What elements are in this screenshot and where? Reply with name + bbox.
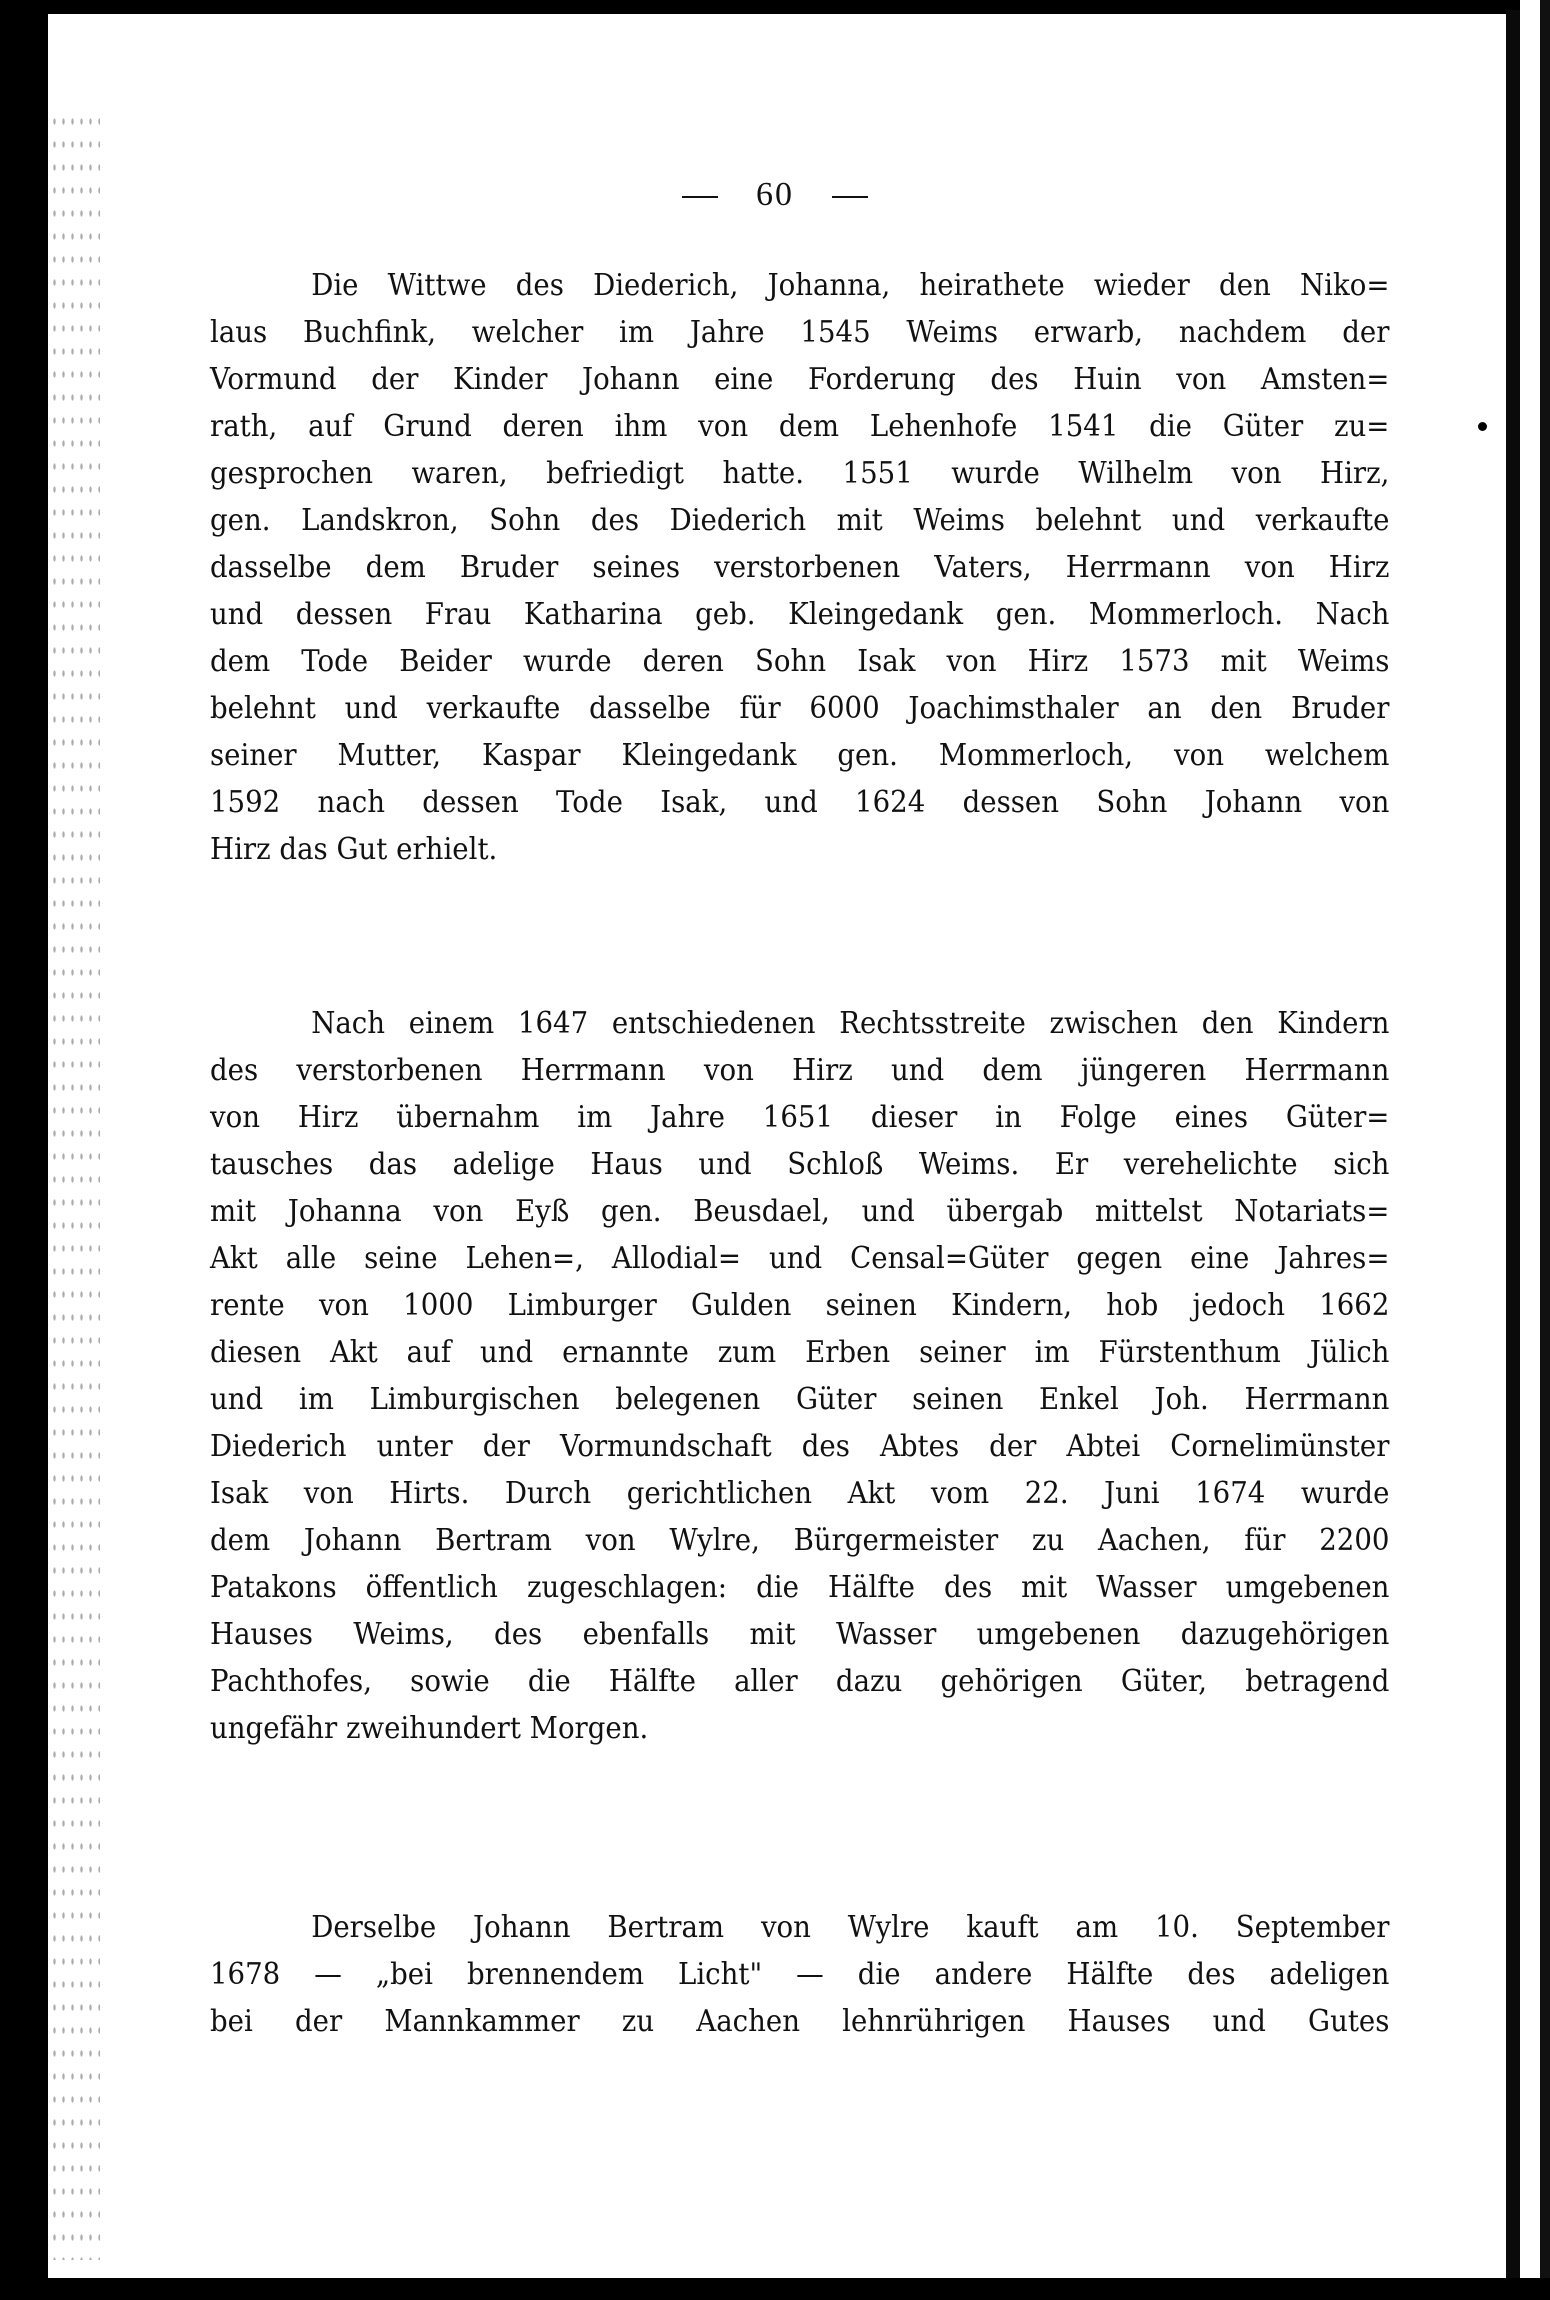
text-line: diesen Akt auf und ernannte zum Erben seiner im Fürstenthum Jülich [210,1335,1390,1370]
text-line: des verstorbenen Herrmann von Hirz und dem jüngeren Herrmann [210,1053,1390,1088]
page-number [0,176,1550,214]
page-number-value: 60 [756,176,794,213]
text-line: Akt alle seine Lehen=, Allodial= und Censal=Güter gegen eine Jahres= [210,1241,1390,1276]
text-line: Patakons öffentlich zugeschlagen: die Hälfte des mit Wasser umgebenen [210,1570,1390,1605]
text-line: tausches das adelige Haus und Schloß Weims. Er verehelichte sich [210,1147,1390,1182]
scan-left-edge [0,0,48,2300]
text-line: rente von 1000 Limburger Gulden seinen Kindern, hob jedoch 1662 [210,1288,1390,1323]
text-line: Isak von Hirts. Durch gerichtlichen Akt vom 22. Juni 1674 wurde [210,1476,1390,1511]
text-line: Nach einem 1647 entschiedenen Rechtsstreite zwischen den Kindern [311,1006,1390,1041]
scan-top-edge [0,0,1550,14]
text-line: Hauses Weims, des ebenfalls mit Wasser umgebenen dazugehörigen [210,1617,1390,1652]
text-line: laus Buchfink, welcher im Jahre 1545 Weims erwarb, nachdem der [210,315,1390,350]
text-line: rath, auf Grund deren ihm von dem Lehenhofe 1541 die Güter zu= [210,409,1390,444]
gutter-speckle [50,110,100,2260]
text-line: Vormund der Kinder Johann eine Forderung des Huin von Amsten= [210,362,1390,397]
page-right-edge [1506,10,1520,2280]
scan-bottom-edge [0,2278,1550,2300]
text-line: und im Limburgischen belegenen Güter seinen Enkel Joh. Herrmann [210,1382,1390,1417]
paragraph-3 [210,1904,1390,2045]
text-line: dem Johann Bertram von Wylre, Bürgermeister zu Aachen, für 2200 [210,1523,1390,1558]
text-line: Derselbe Johann Bertram von Wylre kauft am 10. September [311,1910,1390,1945]
page-number-dash-left [682,196,718,198]
text-line: bei der Mannkammer zu Aachen lehnrührigen Hauses und Gutes [210,2004,1390,2039]
text-line: seiner Mutter, Kaspar Kleingedank gen. Mommerloch, von welchem [210,738,1390,773]
paragraph-1 [210,262,1390,873]
text-line: Pachthofes, sowie die Hälfte aller dazu gehörigen Güter, betragend [210,1664,1390,1699]
text-line: dasselbe dem Bruder seines verstorbenen Vaters, Herrmann von Hirz [210,550,1390,585]
text-line: gen. Landskron, Sohn des Diederich mit Weims belehnt und verkaufte [210,503,1390,538]
text-line: von Hirz übernahm im Jahre 1651 dieser in Folge eines Güter= [210,1100,1390,1135]
scan-right-edge [1540,0,1550,2300]
text-line: dem Tode Beider wurde deren Sohn Isak von Hirz 1573 mit Weims [210,644,1390,679]
text-line: Hirz das Gut erhielt. [210,832,498,867]
text-line: Die Wittwe des Diederich, Johanna, heirathete wieder den Niko= [311,268,1390,303]
text-line: ungefähr zweihundert Morgen. [210,1711,649,1746]
paragraph-2 [210,1000,1390,1752]
text-line: Diederich unter der Vormundschaft des Abtes der Abtei Cornelimünster [210,1429,1390,1464]
text-line: belehnt und verkaufte dasselbe für 6000 Joachimsthaler an den Bruder [210,691,1390,726]
text-line: und dessen Frau Katharina geb. Kleingedank gen. Mommerloch. Nach [210,597,1390,632]
margin-ink-spot [1478,422,1487,431]
text-line: mit Johanna von Eyß gen. Beusdael, und übergab mittelst Notariats= [210,1194,1390,1229]
text-line: 1592 nach dessen Tode Isak, und 1624 dessen Sohn Johann von [210,785,1390,820]
page-number-dash-right [832,196,868,198]
text-line: 1678 — „bei brennendem Licht" — die andere Hälfte des adeligen [210,1957,1390,1992]
text-line: gesprochen waren, befriedigt hatte. 1551 wurde Wilhelm von Hirz, [210,456,1390,491]
